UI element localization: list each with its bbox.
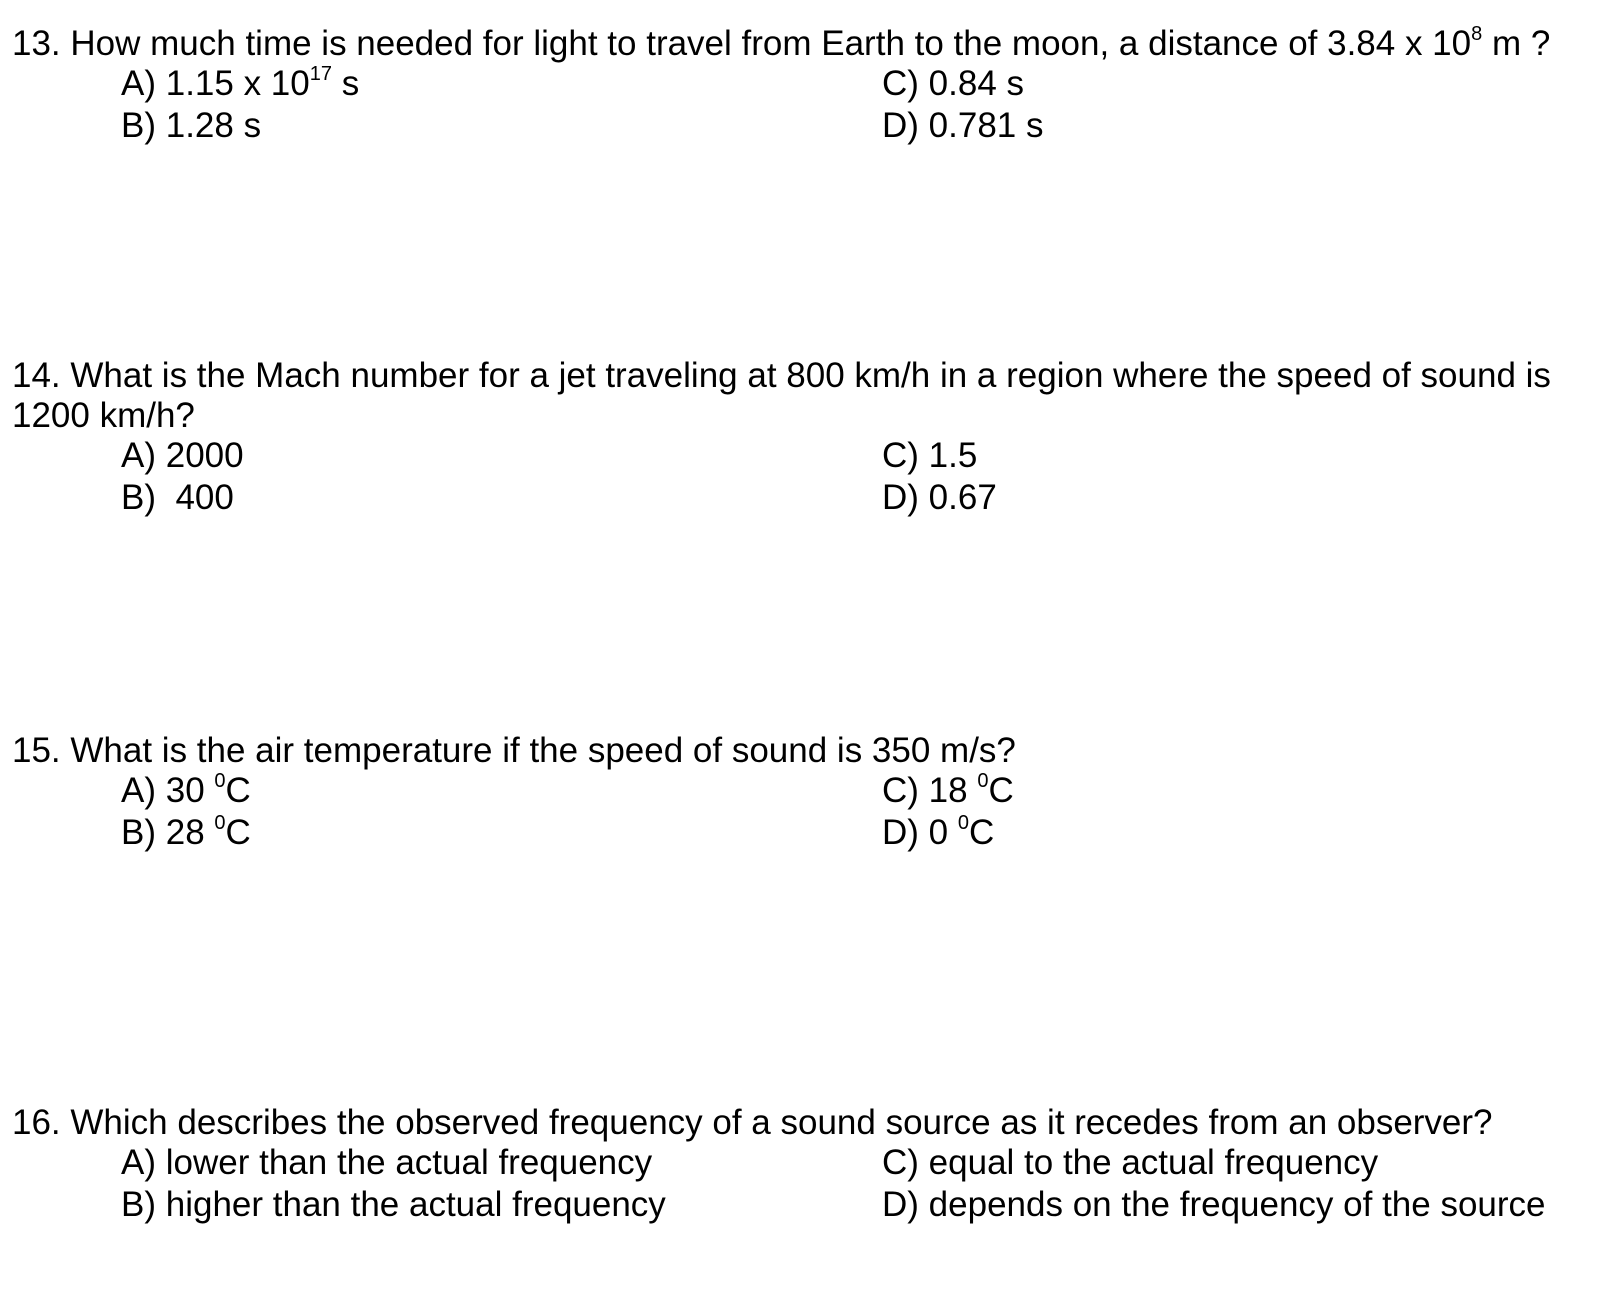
choice-b[interactable] xyxy=(121,813,251,853)
choice-text: 1.15 x 10 xyxy=(165,64,310,103)
choice-label: D) xyxy=(882,813,919,852)
choice-text: 30 xyxy=(165,771,215,810)
choice-text: 2000 xyxy=(165,436,244,475)
degree-sup: 0 xyxy=(214,770,226,793)
choice-unit: C xyxy=(225,771,251,810)
choice-label: C) xyxy=(882,64,919,103)
choice-label: D) xyxy=(882,1185,919,1224)
answer-choices xyxy=(12,771,1608,855)
choice-b[interactable] xyxy=(121,106,261,146)
choice-c[interactable] xyxy=(882,771,1014,811)
choice-label: D) xyxy=(882,106,919,145)
exponent: 8 xyxy=(1471,23,1483,46)
choice-d[interactable] xyxy=(882,1185,1546,1225)
choice-text: 28 xyxy=(165,813,215,852)
question-text-end: m ? xyxy=(1482,24,1551,63)
choice-text: equal to the actual frequency xyxy=(928,1143,1379,1182)
question-number: 13. xyxy=(12,24,61,63)
question-text: Which describes the observed frequency of a sound source as it recedes from an observer? xyxy=(70,1103,1493,1142)
question-13 xyxy=(12,24,1608,148)
choice-c[interactable] xyxy=(882,436,977,476)
choice-text: 1.28 s xyxy=(165,106,262,145)
question-stem xyxy=(12,1103,1608,1143)
choice-label: B) xyxy=(121,1185,156,1224)
degree-sup: 0 xyxy=(977,770,989,793)
choice-d[interactable] xyxy=(882,106,1043,146)
question-16 xyxy=(12,1103,1608,1227)
question-stem xyxy=(12,356,1608,436)
question-number: 15. xyxy=(12,731,61,770)
choice-b[interactable] xyxy=(121,1185,666,1225)
choice-label: A) xyxy=(121,436,156,475)
choice-d[interactable] xyxy=(882,813,994,853)
question-number: 14. xyxy=(12,356,61,395)
choice-text: lower than the actual frequency xyxy=(165,1143,653,1182)
degree-sup: 0 xyxy=(214,812,226,835)
choice-a[interactable] xyxy=(121,64,359,104)
choice-text: depends on the frequency of the source xyxy=(928,1185,1546,1224)
choice-text: 0.781 s xyxy=(928,106,1044,145)
choice-unit: C xyxy=(969,813,995,852)
choice-label: B) xyxy=(121,106,156,145)
choice-a[interactable] xyxy=(121,771,251,811)
choice-label: D) xyxy=(882,478,919,517)
question-text: How much time is needed for light to travel from Earth to the moon, a distance of 3.84 x 10 xyxy=(70,24,1472,63)
choice-label: A) xyxy=(121,771,156,810)
choice-a[interactable] xyxy=(121,436,244,476)
choice-unit: C xyxy=(988,771,1014,810)
question-stem xyxy=(12,731,1608,771)
question-stem xyxy=(12,24,1608,64)
choice-label: C) xyxy=(882,771,919,810)
choice-b[interactable] xyxy=(121,478,234,518)
choice-label: B) xyxy=(121,813,156,852)
choice-text: 1.5 xyxy=(928,436,978,475)
choice-label: C) xyxy=(882,436,919,475)
choice-d[interactable] xyxy=(882,478,997,518)
degree-sup: 0 xyxy=(957,812,969,835)
choice-text: 18 xyxy=(928,771,978,810)
choice-text: 0.67 xyxy=(928,478,997,517)
choice-label: A) xyxy=(121,64,156,103)
question-text: What is the Mach number for a jet traveling at 800 km/h in a region where the speed of sound is 1200 km/h? xyxy=(12,356,1551,435)
question-text: What is the air temperature if the speed of sound is 350 m/s? xyxy=(70,731,1016,770)
answer-choices xyxy=(12,1143,1608,1227)
question-15 xyxy=(12,731,1608,855)
choice-text: 0.84 s xyxy=(928,64,1025,103)
choice-text: higher than the actual frequency xyxy=(165,1185,666,1224)
answer-choices xyxy=(12,436,1608,520)
choice-c[interactable] xyxy=(882,64,1024,104)
choice-label: A) xyxy=(121,1143,156,1182)
choice-c[interactable] xyxy=(882,1143,1378,1183)
question-14 xyxy=(12,356,1608,520)
question-number: 16. xyxy=(12,1103,61,1142)
choice-label: B) xyxy=(121,478,156,517)
exponent: 17 xyxy=(309,63,332,86)
choice-unit: s xyxy=(331,64,360,103)
choice-label: C) xyxy=(882,1143,919,1182)
choice-text: 0 xyxy=(928,813,958,852)
choice-text: 400 xyxy=(165,478,234,517)
choice-unit: C xyxy=(225,813,251,852)
answer-choices xyxy=(12,64,1608,148)
choice-a[interactable] xyxy=(121,1143,652,1183)
